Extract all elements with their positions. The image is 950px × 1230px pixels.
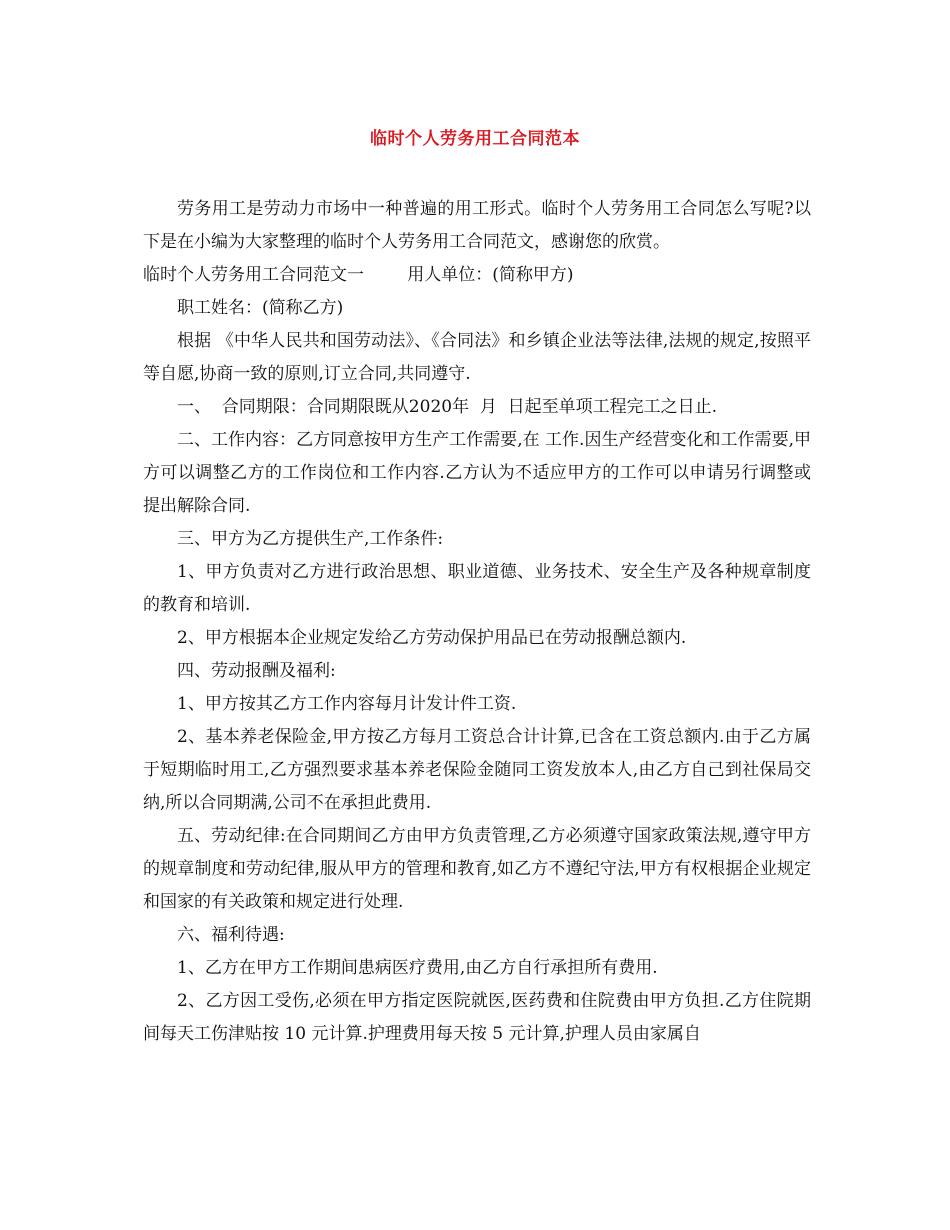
paragraph-pay-heading: 四、劳动报酬及福利: xyxy=(177,661,336,681)
paragraph-conditions-2: 2、甲方根据本企业规定发给乙方劳动保护用品已在劳动报酬总额内. xyxy=(177,628,687,648)
paragraph-legal-basis: 根据 《中华人民共和国劳动法》、《合同法》和乡镇企业法等法律,法规的规定,按照平等自愿,协商一致的原则,订立合同,共同遵守. xyxy=(143,331,811,384)
paragraph-conditions-heading: 三、甲方为乙方提供生产,工作条件: xyxy=(177,529,444,549)
paragraph-conditions-1: 1、甲方负责对乙方进行政治思想、职业道德、业务技术、安全生产及各种规章制度的教育和培训. xyxy=(143,562,811,615)
document-body xyxy=(143,193,811,1051)
paragraph-intro: 劳务用工是劳动力市场中一种普遍的用工形式。临时个人劳务用工合同怎么写呢?以下是在小编为大家整理的临时个人劳务用工合同范文，感谢您的欣赏。 xyxy=(143,199,811,252)
document-title: 临时个人劳务用工合同范本 xyxy=(370,129,580,149)
paragraph-employee-name: 职工姓名：(简称乙方) xyxy=(177,298,344,318)
paragraph-benefits-1: 1、乙方在甲方工作期间患病医疗费用,由乙方自行承担所有费用. xyxy=(177,958,658,978)
paragraph-sample-heading: 临时个人劳务用工合同范文一 用人单位：(简称甲方) xyxy=(143,265,574,285)
paragraph-benefits-heading: 六、福利待遇: xyxy=(177,925,285,945)
paragraph-discipline: 五、劳动纪律:在合同期间乙方由甲方负责管理,乙方必须遵守国家政策法规,遵守甲方的规章制度和劳动纪律,服从甲方的管理和教育,如乙方不遵纪守法,甲方有权根据企业规定和国家的有关政策和规定进行处理. xyxy=(143,826,811,912)
paragraph-benefits-2: 2、乙方因工受伤,必须在甲方指定医院就医,医药费和住院费由甲方负担.乙方住院期间每天工伤津贴按 10 元计算.护理费用每天按 5 元计算,护理人员由家属自 xyxy=(143,991,811,1044)
paragraph-work-content: 二、工作内容：乙方同意按甲方生产工作需要,在 工作.因生产经营变化和工作需要,甲方可以调整乙方的工作岗位和工作内容.乙方认为不适应甲方的工作可以申请另行调整或提出解除合同. xyxy=(143,430,811,516)
paragraph-term: 一、 合同期限：合同期限既从2020年 月 日起至单项工程完工之日止. xyxy=(177,397,718,417)
paragraph-pay-2: 2、基本养老保险金,甲方按乙方每月工资总合计计算,已含在工资总额内.由于乙方属于短期临时用工,乙方强烈要求基本养老保险金随同工资发放本人,由乙方自己到社保局交纳,所以合同期满,公司不在承担此费用. xyxy=(143,727,811,813)
paragraph-pay-1: 1、甲方按其乙方工作内容每月计发计件工资. xyxy=(177,694,517,714)
